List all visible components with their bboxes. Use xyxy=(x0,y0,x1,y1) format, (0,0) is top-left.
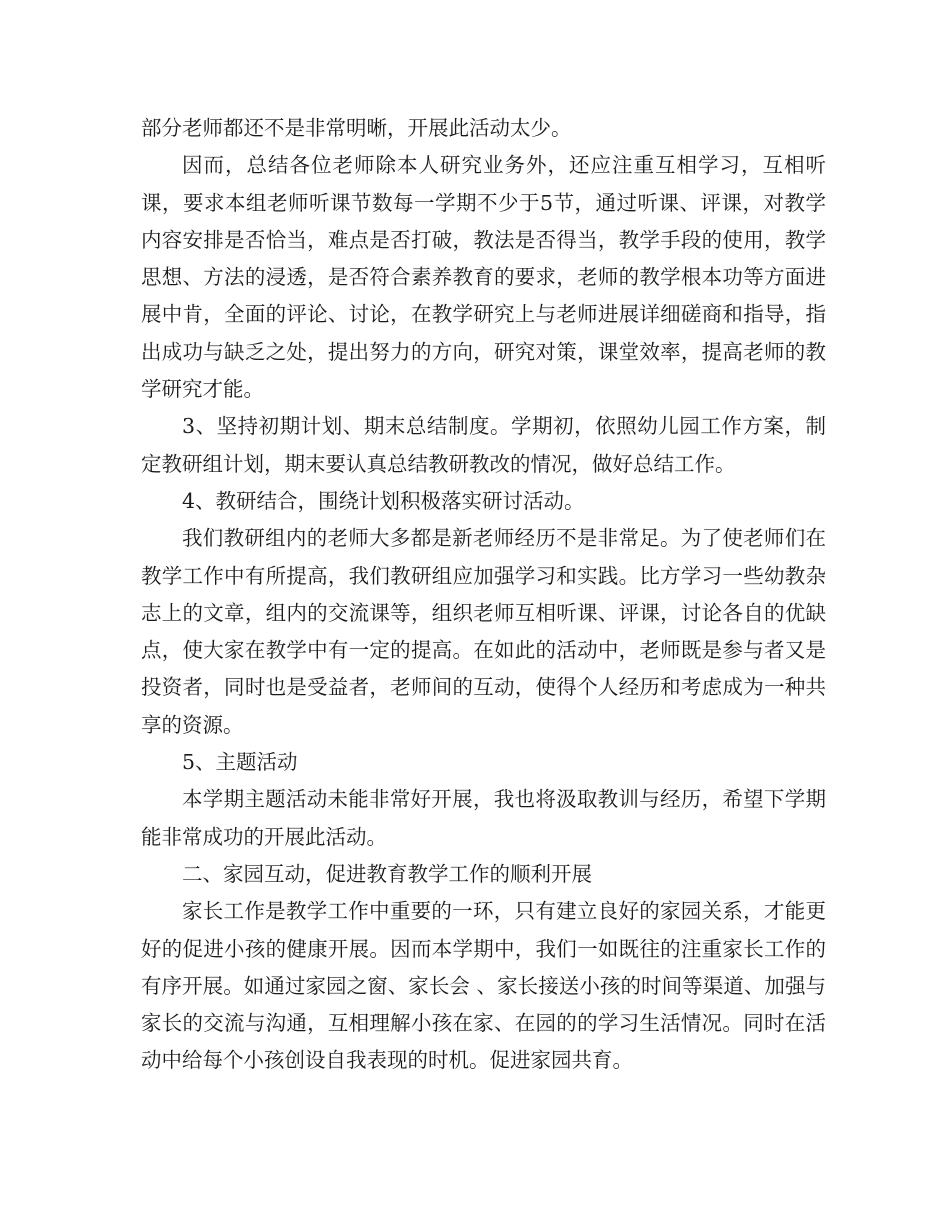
paragraph-continuation: 部分老师都还不是非常明晰，开展此活动太少。 xyxy=(141,116,572,140)
paragraph-parent-work: 家长工作是教学工作中重要的一环，只有建立良好的家园关系，才能更好的促进小孩的健康开展。因而本学期中，我们一如既往的注重家长工作的有序开展。如通过家园之窗、家长会 、家长接送小孩的时间等渠道、加强与家长的交流与沟通，互相理解小孩在家、在园的的学习生活情况。同时在活动中给每个小孩创设自我表现的时机。促进家园共育。 xyxy=(141,899,826,1073)
paragraph-item-5-heading: 5、主题活动 xyxy=(182,750,298,775)
section-heading-home-school: 二、家园互动，促进教育教学工作的顺利开展 xyxy=(182,861,592,886)
paragraph-theme-activity: 本学期主题活动未能非常好开展，我也将汲取教训与经历，希望下学期能非常成功的开展此活动。 xyxy=(141,787,826,849)
paragraph-teaching-research: 我们教研组内的老师大多都是新老师经历不是非常足。为了使老师们在教学工作中有所提高，我们教研组应加强学习和实践。比方学习一些幼教杂志上的文章，组内的交流课等，组织老师互相听课、评课，讨论各自的优缺点，使大家在教学中有一定的提高。在如此的活动中，老师既是参与者又是投资者，同时也是受益者，老师间的互动，使得个人经历和考虑成为一种共享的资源。 xyxy=(141,526,826,737)
document-page xyxy=(141,110,826,1080)
paragraph-item-4-heading: 4、教研结合，围绕计划积极落实研讨活动。 xyxy=(182,488,585,513)
paragraph-item-3: 3、坚持初期计划、期末总结制度。学期初，依照幼儿园工作方案，制定教研组计划，期末要认真总结教研教改的情况，做好总结工作。 xyxy=(141,414,826,476)
paragraph-peer-observation: 因而，总结各位老师除本人研究业务外，还应注重互相学习，互相听课，要求本组老师听课节数每一学期不少于5节，通过听课、评课，对教学内容安排是否恰当，难点是否打破，教法是否得当，教学手段的使用，教学思想、方法的浸透，是否符合素养教育的要求，老师的教学根本功等方面进展中肯，全面的评论、讨论，在教学研究上与老师进展详细磋商和指导，指出成功与缺乏之处，提出努力的方向，研究对策，课堂效率，提高老师的教学研究才能。 xyxy=(141,153,826,402)
